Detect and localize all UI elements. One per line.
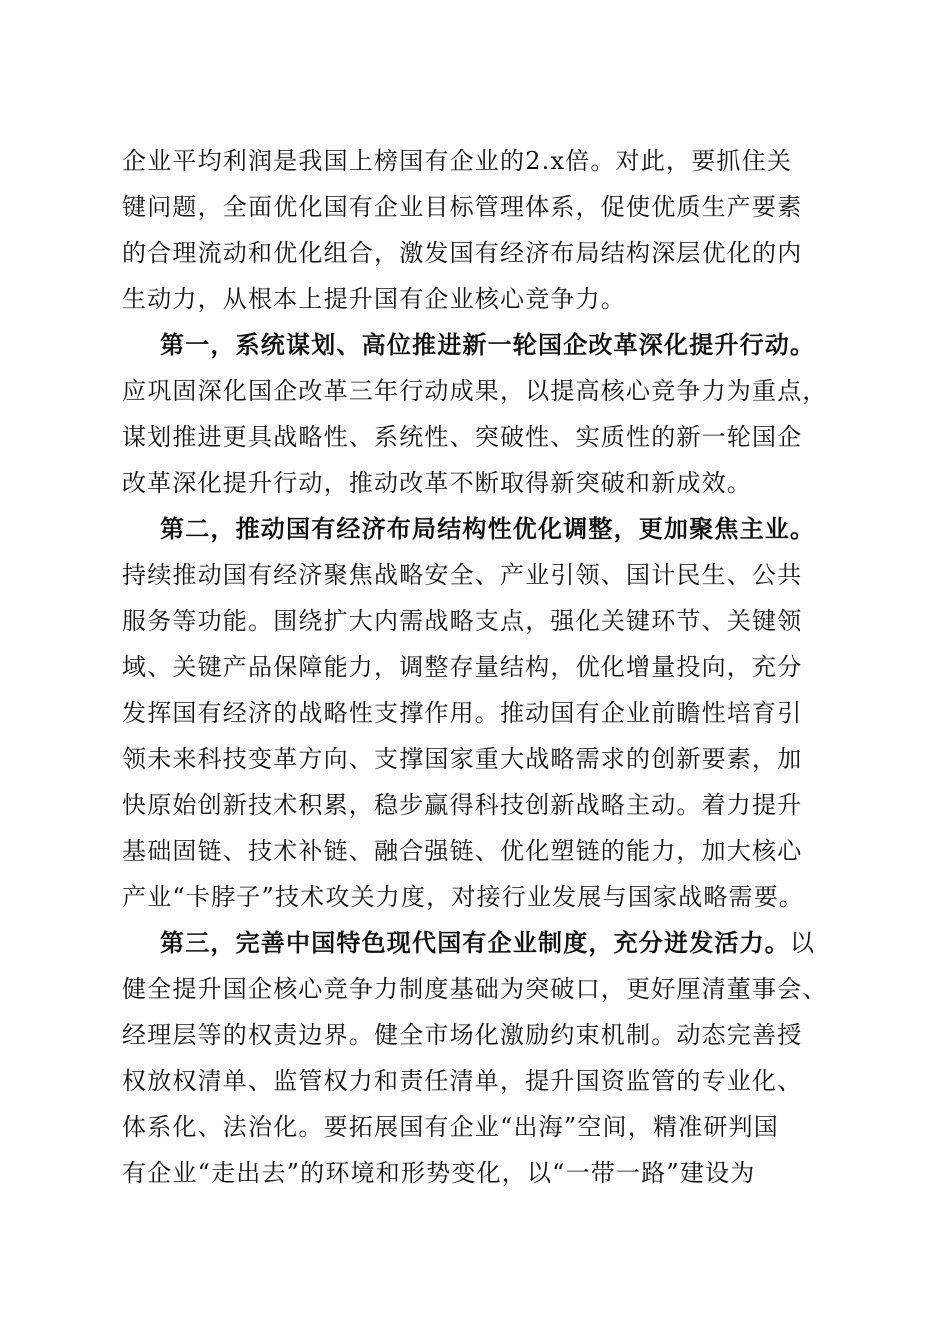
body-line: 权放权清单、监管权力和责任清单，提升国资监管的专业化、 [122, 1067, 803, 1095]
section-heading-2: 第二，推动国有经济布局结构性优化调整，更加聚焦主业。 [160, 514, 816, 543]
body-line: 键问题，全面优化国有企业目标管理体系，促使优质生产要素 [122, 193, 803, 221]
body-line: 发挥国有经济的战略性支撑作用。推动国有企业前瞻性培育引 [122, 699, 803, 727]
body-line: 谋划推进更具战略性、系统性、突破性、实质性的新一轮国企 [122, 423, 803, 451]
body-line: 生动力，从根本上提升国有企业核心竞争力。 [122, 285, 626, 313]
body-line: 领未来科技变革方向、支撑国家重大战略需求的创新要素，加 [122, 745, 803, 773]
body-line: 服务等功能。围绕扩大内需战略支点，强化关键环节、关键领 [122, 607, 803, 635]
body-line: 域、关键产品保障能力，调整存量结构，优化增量投向，充分 [122, 653, 803, 681]
body-line: 的合理流动和优化组合，激发国有经济布局结构深层优化的内 [122, 239, 803, 267]
body-line: 体系化、法治化。要拓展国有企业“出海”空间，精准研判国 [122, 1113, 779, 1141]
section-heading-3: 第三，完善中国特色现代国有企业制度，充分迸发活力。以 [160, 928, 816, 957]
body-line: 基础固链、技术补链、融合强链、优化塑链的能力，加大核心 [122, 837, 803, 865]
body-line: 企业平均利润是我国上榜国有企业的2.x倍。对此，要抓住关 [122, 147, 793, 175]
body-line: 有企业“走出去”的环境和形势变化，以“一带一路”建设为 [122, 1159, 756, 1187]
body-line: 改革深化提升行动，推动改革不断取得新突破和新成效。 [122, 469, 752, 497]
body-line: 健全提升国企核心竞争力制度基础为突破口，更好厘清董事会、 [122, 975, 828, 1003]
body-line: 应巩固深化国企改革三年行动成果，以提高核心竞争力为重点， [122, 377, 828, 405]
body-line: 经理层等的权责边界。健全市场化激励约束机制。动态完善授 [122, 1021, 803, 1049]
section-heading-1: 第一，系统谋划、高位推进新一轮国企改革深化提升行动。 [160, 330, 816, 359]
body-line: 产业“卡脖子”技术攻关力度，对接行业发展与国家战略需要。 [122, 883, 805, 911]
body-line: 持续推动国有经济聚焦战略安全、产业引领、国计民生、公共 [122, 561, 803, 589]
body-line: 快原始创新技术积累，稳步赢得科技创新战略主动。着力提升 [122, 791, 803, 819]
